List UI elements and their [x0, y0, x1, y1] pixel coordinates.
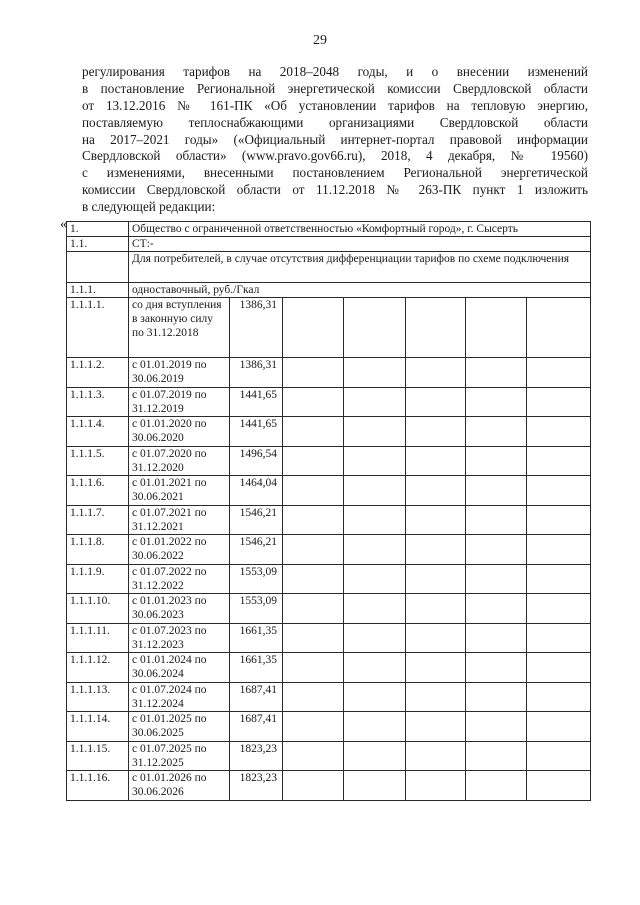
empty-cell — [527, 298, 591, 358]
empty-cell — [466, 535, 527, 565]
intro-line: регулирования тарифов на 2018–2048 годы, и о внесении изменений — [82, 64, 588, 79]
row-tariff-value: 1823,23 — [230, 741, 283, 771]
empty-cell — [466, 594, 527, 624]
empty-cell — [527, 358, 591, 388]
table-row — [67, 771, 591, 801]
row-tariff-value: 1441,65 — [230, 387, 283, 417]
empty-cell — [466, 298, 527, 358]
empty-cell — [283, 505, 344, 535]
table-row — [67, 741, 591, 771]
empty-cell — [344, 771, 406, 801]
row-number: 1.1.1.5. — [67, 446, 129, 476]
empty-cell — [344, 653, 406, 683]
org-number: 1. — [67, 222, 129, 237]
empty-cell — [406, 535, 466, 565]
row-period: с 01.07.2025 по 31.12.2025 — [129, 741, 230, 771]
empty-cell — [527, 564, 591, 594]
row-period: с 01.01.2026 по 30.06.2026 — [129, 771, 230, 801]
empty-cell — [283, 623, 344, 653]
intro-line: поставляемую теплоснабжающими организациями Свердловской области — [82, 114, 588, 130]
empty-cell — [466, 387, 527, 417]
intro-paragraph — [82, 64, 588, 216]
org-name: Общество с ограниченной ответственностью «Комфортный город», г. Сысерть — [129, 222, 591, 237]
row-period: с 01.01.2020 по 30.06.2020 — [129, 417, 230, 447]
row-tariff-value: 1687,41 — [230, 682, 283, 712]
empty-cell — [283, 741, 344, 771]
empty-cell — [466, 712, 527, 742]
page-number: 29 — [313, 33, 327, 48]
empty-cell — [406, 682, 466, 712]
table-row — [67, 505, 591, 535]
intro-line: на 2017–2021 годы» («Официальный интернет-портал правовой информации — [82, 131, 588, 147]
empty-cell — [527, 741, 591, 771]
empty-cell — [406, 653, 466, 683]
system-row — [67, 237, 591, 252]
row-number: 1.1.1.1. — [67, 298, 129, 358]
tariff-table — [66, 221, 591, 801]
empty-cell — [283, 564, 344, 594]
table-row — [67, 682, 591, 712]
row-tariff-value: 1661,35 — [230, 623, 283, 653]
empty-cell — [466, 741, 527, 771]
empty-cell — [344, 564, 406, 594]
row-tariff-value: 1553,09 — [230, 564, 283, 594]
empty-cell — [406, 623, 466, 653]
empty-cell — [406, 771, 466, 801]
intro-line: с изменениями, внесенными постановлением Региональной энергетической — [82, 165, 588, 181]
row-tariff-value: 1687,41 — [230, 712, 283, 742]
row-number: 1.1.1.9. — [67, 564, 129, 594]
intro-line: в следующей редакции: — [82, 199, 216, 215]
empty-cell — [344, 446, 406, 476]
empty-cell — [406, 298, 466, 358]
system-name: СТ:- — [129, 237, 591, 252]
empty-cell — [466, 505, 527, 535]
empty-cell — [344, 476, 406, 506]
empty-cell — [344, 712, 406, 742]
empty-cell — [527, 623, 591, 653]
row-tariff-value: 1661,35 — [230, 653, 283, 683]
row-number: 1.1.1.12. — [67, 653, 129, 683]
empty-cell — [466, 682, 527, 712]
table-row — [67, 476, 591, 506]
empty-cell — [344, 623, 406, 653]
row-tariff-value: 1553,09 — [230, 594, 283, 624]
row-period: с 01.01.2022 по 30.06.2022 — [129, 535, 230, 565]
empty-cell — [406, 476, 466, 506]
table-row — [67, 387, 591, 417]
rate-name: одноставочный, руб./Гкал — [129, 283, 591, 298]
empty-cell — [283, 653, 344, 683]
empty-cell — [527, 535, 591, 565]
empty-cell — [406, 387, 466, 417]
opening-quote: « — [60, 217, 67, 232]
empty-cell — [283, 298, 344, 358]
empty-cell — [283, 446, 344, 476]
consumers-number-cell — [67, 252, 129, 283]
empty-cell — [344, 387, 406, 417]
row-number: 1.1.1.7. — [67, 505, 129, 535]
intro-line: комиссии Свердловской области от 11.12.2018 № 263-ПК пункт 1 изложить — [82, 182, 588, 198]
rate-row — [67, 283, 591, 298]
rate-number: 1.1.1. — [67, 283, 129, 298]
empty-cell — [466, 653, 527, 683]
empty-cell — [406, 358, 466, 388]
empty-cell — [406, 594, 466, 624]
row-period: с 01.07.2023 по 31.12.2023 — [129, 623, 230, 653]
intro-line: Свердловской области» (www.pravo.gov66.ru), 2018, 4 декабря, № 19560) — [82, 148, 588, 164]
empty-cell — [283, 712, 344, 742]
empty-cell — [527, 682, 591, 712]
table-row — [67, 712, 591, 742]
empty-cell — [406, 564, 466, 594]
empty-cell — [283, 682, 344, 712]
org-row — [67, 222, 591, 237]
row-period: с 01.01.2025 по 30.06.2025 — [129, 712, 230, 742]
empty-cell — [466, 358, 527, 388]
row-tariff-value: 1546,21 — [230, 535, 283, 565]
empty-cell — [283, 771, 344, 801]
empty-cell — [527, 653, 591, 683]
empty-cell — [466, 417, 527, 447]
row-tariff-value: 1386,31 — [230, 358, 283, 388]
empty-cell — [344, 358, 406, 388]
row-period: со дня вступления в законную силу по 31.12.2018 — [129, 298, 230, 358]
empty-cell — [527, 387, 591, 417]
empty-cell — [466, 476, 527, 506]
table-row — [67, 358, 591, 388]
empty-cell — [344, 682, 406, 712]
system-number: 1.1. — [67, 237, 129, 252]
row-number: 1.1.1.15. — [67, 741, 129, 771]
row-number: 1.1.1.10. — [67, 594, 129, 624]
table-row — [67, 653, 591, 683]
row-tariff-value: 1496,54 — [230, 446, 283, 476]
table-row — [67, 535, 591, 565]
empty-cell — [283, 358, 344, 388]
empty-cell — [283, 476, 344, 506]
empty-cell — [283, 417, 344, 447]
empty-cell — [283, 594, 344, 624]
empty-cell — [406, 741, 466, 771]
empty-cell — [344, 594, 406, 624]
empty-cell — [527, 594, 591, 624]
row-tariff-value: 1823,23 — [230, 771, 283, 801]
row-period: с 01.07.2021 по 31.12.2021 — [129, 505, 230, 535]
empty-cell — [527, 446, 591, 476]
intro-line: в постановление Региональной энергетической комиссии Свердловской области — [82, 80, 588, 96]
empty-cell — [406, 505, 466, 535]
table-row — [67, 564, 591, 594]
empty-cell — [344, 535, 406, 565]
row-tariff-value: 1546,21 — [230, 505, 283, 535]
empty-cell — [466, 623, 527, 653]
empty-cell — [344, 298, 406, 358]
consumers-row — [67, 252, 591, 283]
row-period: с 01.01.2024 по 30.06.2024 — [129, 653, 230, 683]
empty-cell — [466, 771, 527, 801]
row-tariff-value: 1441,65 — [230, 417, 283, 447]
table-row — [67, 623, 591, 653]
empty-cell — [466, 564, 527, 594]
empty-cell — [344, 505, 406, 535]
intro-line: от 13.12.2016 № 161-ПК «Об установлении тарифов на тепловую энергию, — [82, 97, 588, 113]
row-number: 1.1.1.13. — [67, 682, 129, 712]
row-period: с 01.07.2019 по 31.12.2019 — [129, 387, 230, 417]
row-number: 1.1.1.3. — [67, 387, 129, 417]
row-number: 1.1.1.2. — [67, 358, 129, 388]
empty-cell — [406, 446, 466, 476]
empty-cell — [283, 535, 344, 565]
row-tariff-value: 1386,31 — [230, 298, 283, 358]
row-number: 1.1.1.11. — [67, 623, 129, 653]
table-row — [67, 417, 591, 447]
empty-cell — [406, 712, 466, 742]
row-number: 1.1.1.14. — [67, 712, 129, 742]
row-number: 1.1.1.4. — [67, 417, 129, 447]
empty-cell — [344, 417, 406, 447]
row-number: 1.1.1.16. — [67, 771, 129, 801]
empty-cell — [527, 417, 591, 447]
empty-cell — [466, 446, 527, 476]
empty-cell — [406, 417, 466, 447]
row-period: с 01.07.2024 по 31.12.2024 — [129, 682, 230, 712]
consumers-text: Для потребителей, в случае отсутствия дифференциации тарифов по схеме подключения — [129, 252, 591, 283]
empty-cell — [527, 771, 591, 801]
row-period: с 01.07.2020 по 31.12.2020 — [129, 446, 230, 476]
row-period: с 01.07.2022 по 31.12.2022 — [129, 564, 230, 594]
row-period: с 01.01.2023 по 30.06.2023 — [129, 594, 230, 624]
row-number: 1.1.1.8. — [67, 535, 129, 565]
empty-cell — [527, 476, 591, 506]
empty-cell — [344, 741, 406, 771]
table-row — [67, 594, 591, 624]
empty-cell — [527, 712, 591, 742]
row-period: с 01.01.2021 по 30.06.2021 — [129, 476, 230, 506]
empty-cell — [527, 505, 591, 535]
row-period: с 01.01.2019 по 30.06.2019 — [129, 358, 230, 388]
row-tariff-value: 1464,04 — [230, 476, 283, 506]
table-row — [67, 298, 591, 358]
row-number: 1.1.1.6. — [67, 476, 129, 506]
empty-cell — [283, 387, 344, 417]
table-row — [67, 446, 591, 476]
